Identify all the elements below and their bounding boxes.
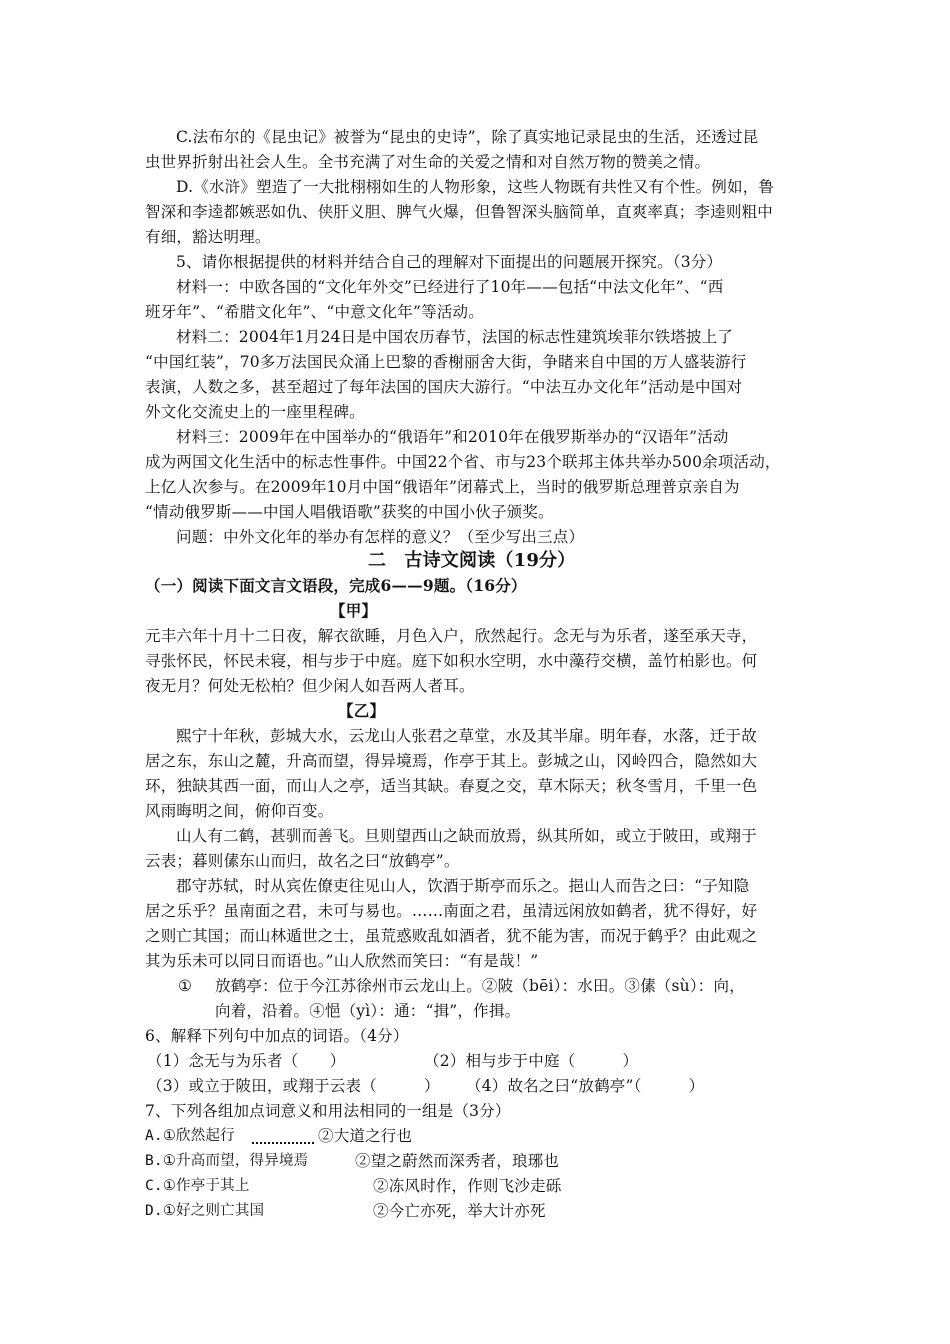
dotted-emphasis-mark (252, 1128, 314, 1144)
passage-yi-line7: 郡守苏轼，时从宾佐僚吏往见山人，饮酒于斯亭而乐之。挹山人而告之曰：“子知隐 (176, 877, 750, 895)
question-6-prompt: 6、解释下列句中加点的词语。（4分） (145, 1027, 409, 1045)
question-7-option-b-1: B.①升高而望，得异境焉 (145, 1153, 309, 1169)
material-3-line1: 材料三：2009年在中国举办的“俄语年”和2010年在俄罗斯举办的“汉语年”活动 (176, 428, 729, 446)
material-3-line3: 上亿人次参与。在2009年10月中国“俄语年”闭幕式上，当时的俄罗斯总理普京亲自为 (145, 478, 740, 496)
material-1-line1: 材料一：中欧各国的“文化年外交”已经进行了10年——包括“中法文化年”、“西 (176, 278, 724, 296)
material-3-line2: 成为两国文化生活中的标志性事件。中国22个省、市与23个联邦主体共举办500余项活动， (145, 453, 781, 471)
option-c-line1: C.法布尔的《昆虫记》被誉为“昆虫的史诗”，除了真实地记录昆虫的生活，还透过昆 (176, 128, 759, 146)
question-7-option-a-2: ②大道之行也 (318, 1127, 413, 1145)
question-7-prompt: 7、下列各组加点词意义和用法相同的一组是（3分） (145, 1102, 511, 1120)
passage-jia-line2: 寻张怀民，怀民未寝，相与步于中庭。庭下如积水空明，水中藻荇交横，盖竹柏影也。何 (145, 652, 758, 670)
passage-yi-line2: 居之东，东山之麓，升高而望，得异境焉，作亭于其上。彭城之山，冈岭四合，隐然如大 (145, 752, 758, 770)
question-7-option-d-1: D.①好之则亡其国 (145, 1203, 265, 1219)
passage-yi-line9: 之则亡其国；而山林遁世之士，虽荒惑败乱如酒者，犹不能为害，而况于鹤乎？由此观之 (145, 927, 758, 945)
passage-yi-label: 【乙】 (338, 701, 386, 720)
passage-jia-line3: 夜无月？何处无松柏？但少闲人如吾两人者耳。 (145, 677, 475, 695)
question-6-item-2: （2）相与步于中庭（ ） (424, 1052, 639, 1070)
question-5-problem: 问题：中外文化年的举办有怎样的意义？（至少写出三点） (176, 528, 585, 546)
material-1-line2: 班牙年”、“希腊文化年”、“中意文化年”等活动。 (145, 303, 484, 321)
subsection-1-heading: （一）阅读下面文言文语段，完成6——9题。（16分） (145, 576, 527, 595)
material-2-line4: 外文化交流史上的一座里程碑。 (145, 403, 365, 421)
material-2-line2: “中国红装”，70多万法国民众涌上巴黎的香榭丽舍大街，争睹来自中国的万人盛装游行 (145, 353, 747, 371)
passage-yi-line1: 熙宁十年秋，彭城大水，云龙山人张君之草堂，水及其半扉。明年春，水落，迁于故 (176, 727, 757, 745)
question-5-prompt: 5、请你根据提供的材料并结合自己的理解对下面提出的问题展开探究。（3分） (176, 253, 723, 271)
passage-jia-label: 【甲】 (330, 601, 378, 620)
question-7-option-a-1: A.①欣然起行 (145, 1128, 235, 1144)
question-6-item-4: （4）故名之曰“放鹤亭”（ ） (466, 1077, 705, 1095)
question-7-option-b-2: ②望之蔚然而深秀者，琅琊也 (355, 1152, 560, 1170)
passage-yi-line8: 居之乐乎？虽南面之君，未可与易也。……南面之君，虽清远闲放如鹤者，犹不得好，好 (145, 902, 758, 920)
option-c-line2: 虫世界折射出社会人生。全书充满了对生命的关爱之情和对自然万物的赞美之情。 (145, 153, 711, 171)
passage-yi-line4: 风雨晦明之间，俯仰百变。 (145, 802, 334, 820)
material-3-line4: “情动俄罗斯——中国人唱俄语歌”获奖的中国小伙子颁奖。 (145, 503, 554, 521)
passage-yi-line6: 云表；暮则傃东山而归，故名之曰“放鹤亭”。 (145, 852, 460, 870)
note-line1: 放鹤亭：位于今江苏徐州市云龙山上。②陂（bēi）：水田。③傃（sù）：向， (215, 977, 745, 995)
option-d-line2: 智深和李逵都嫉恶如仇、侠肝义胆、脾气火爆，但鲁智深头脑简单，直爽率真；李逵则粗中 (145, 203, 774, 221)
passage-yi-line5: 山人有二鹤，甚驯而善飞。旦则望西山之缺而放焉，纵其所如，或立于陂田，或翔于 (176, 827, 757, 845)
question-6-item-1: （1）念无与为乐者（ ） (147, 1052, 346, 1070)
question-7-option-c-1: C.①作亭于其上 (145, 1178, 250, 1194)
question-7-option-c-2: ②冻风时作，作则飞沙走砾 (373, 1177, 562, 1195)
option-d-line3: 有细，豁达明理。 (145, 228, 271, 246)
passage-yi-line3: 环，独缺其西一面，而山人之亭，适当其缺。春夏之交，草木际天；秋冬雪月，千里一色 (145, 777, 758, 795)
material-2-line3: 表演，人数之多，甚至超过了每年法国的国庆大游行。“中法互办文化年”活动是中国对 (145, 378, 743, 396)
question-7-option-d-2: ②今亡亦死，举大计亦死 (373, 1202, 546, 1220)
option-d-line1: D.《水浒》塑造了一大批栩栩如生的人物形象，这些人物既有共性又有个性。例如，鲁 (176, 178, 775, 196)
material-2-line1: 材料二：2004年1月24日是中国农历春节，法国的标志性建筑埃菲尔铁塔披上了 (176, 328, 734, 346)
section-2-heading: 二 古诗文阅读（19分） (368, 550, 576, 571)
passage-yi-line10: 其为乐未可以同日而语也。”山人欣然而笑曰：“有是哉！” (145, 952, 539, 970)
passage-jia-line1: 元丰六年十月十二日夜，解衣欲睡，月色入户，欣然起行。念无与为乐者，遂至承天寺， (145, 627, 758, 645)
question-6-item-3: （3）或立于陂田，或翔于云表（ ） (147, 1077, 440, 1095)
note-line2: 向着，沿着。④悒（yì）：通：“揖”，作揖。 (215, 1002, 521, 1020)
note-marker: ① (178, 977, 193, 995)
